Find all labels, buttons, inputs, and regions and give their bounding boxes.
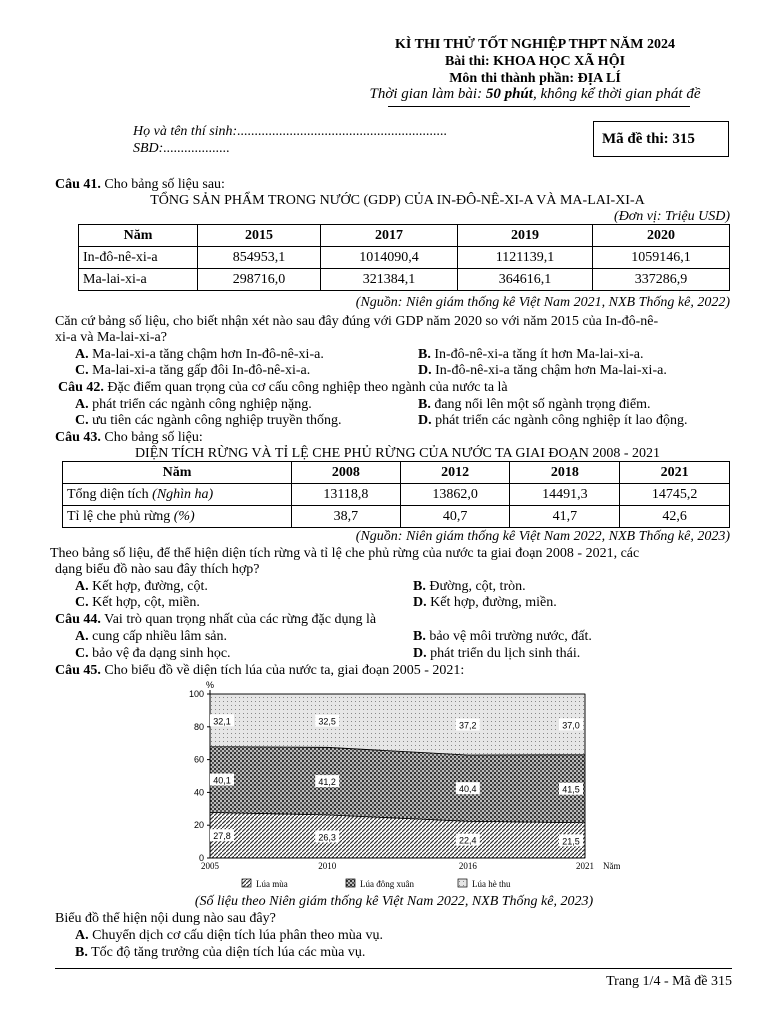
time-limit — [300, 86, 768, 103]
option-letter: B. — [75, 945, 88, 960]
y-tick-label: 60 — [193, 754, 204, 765]
header-divider — [388, 106, 690, 107]
row-label: Ma-lai-xi-a — [79, 269, 198, 291]
table-cell: 321384,1 — [321, 269, 458, 291]
y-tick-label: 0 — [198, 853, 204, 863]
header-cell: Năm — [63, 462, 292, 484]
q41-question-line1: Căn cứ bảng số liệu, cho biết nhận xét nào sau đây đúng với GDP năm 2020 so với năm 2015 của In-đô-nê- — [55, 314, 659, 329]
time-prefix: Thời gian làm bài: — [369, 86, 486, 102]
data-label: 27,8 — [213, 831, 231, 842]
row-label-text: Tỉ lệ che phủ rừng — [67, 508, 174, 524]
data-label: 41,5 — [562, 784, 580, 795]
q41-option-b[interactable] — [418, 346, 644, 363]
option-text: ưu tiên các ngành công nghiệp truyền thống. — [88, 413, 342, 428]
option-text: phát triển du lịch sinh thái. — [426, 646, 581, 661]
option-letter: A. — [75, 397, 89, 412]
header-cell: 2018 — [510, 462, 620, 484]
option-text: phát triển các ngành công nghiệp ít lao động. — [431, 413, 688, 428]
option-text: Kết hợp, đường, miền. — [426, 595, 557, 610]
q41-intro — [55, 176, 225, 193]
area-lúa-hè-thu — [210, 694, 585, 755]
q42-option-b[interactable] — [418, 396, 651, 413]
option-text: Tốc độ tăng trưởng của diện tích lúa các mùa vụ. — [87, 945, 366, 960]
q43-option-b[interactable] — [413, 578, 526, 595]
q43-table-title: DIỆN TÍCH RỪNG VÀ TỈ LỆ CHE PHỦ RỪNG CỦA NƯỚC TA GIAI ĐOẠN 2008 - 2021 — [134, 446, 661, 461]
area-lúa-đông-xuân — [210, 747, 585, 823]
option-text: Ma-lai-xi-a tăng chậm hơn In-đô-nê-xi-a. — [88, 347, 324, 362]
header-cell: 2012 — [400, 462, 510, 484]
y-tick-label: 40 — [193, 787, 204, 798]
chart-legend — [242, 879, 511, 889]
option-text: cung cấp nhiều lâm sản. — [88, 629, 228, 644]
option-letter: A. — [75, 579, 89, 594]
q41-option-c[interactable] — [75, 362, 310, 379]
y-tick-label: 20 — [193, 820, 204, 831]
q43-option-d[interactable] — [413, 594, 557, 611]
header-cell: 2015 — [198, 225, 321, 247]
q44-question — [55, 611, 376, 628]
table-cell: 42,6 — [620, 506, 730, 528]
option-letter: B. — [418, 397, 431, 412]
data-label: 26,3 — [318, 832, 336, 843]
option-letter: C. — [75, 363, 89, 378]
data-label: 40,1 — [213, 775, 231, 786]
q44-option-b[interactable] — [413, 628, 592, 645]
q45-question — [55, 662, 464, 679]
option-letter: C. — [75, 595, 89, 610]
q43-intro — [55, 429, 203, 446]
option-text: bảo vệ đa dạng sinh học. — [88, 646, 231, 661]
q42-number: Câu 42. — [58, 380, 104, 395]
q44-text: Vai trò quan trọng nhất của các rừng đặc dụng là — [100, 612, 377, 627]
x-tick-label: 2005 — [201, 861, 219, 871]
data-label: 32,5 — [318, 716, 336, 727]
option-text: In-đô-nê-xi-a tăng ít hơn Ma-lai-xi-a. — [430, 347, 644, 362]
q45-question-text: Biểu đồ thể hiện nội dung nào sau đây? — [55, 911, 276, 926]
table-row — [63, 506, 730, 528]
q42-option-a[interactable] — [75, 396, 312, 413]
table-cell: 13862,0 — [400, 484, 510, 506]
q43-source: (Nguồn: Niên giám thống kê Việt Nam 2022, NXB Thống kê, 2023) — [355, 529, 730, 544]
q45-source: (Số liệu theo Niên giám thống kê Việt Nam 2022, NXB Thống kê, 2023) — [194, 894, 594, 909]
data-label: 41,2 — [318, 777, 336, 788]
option-text: Chuyển dịch cơ cấu diện tích lúa phân theo mùa vụ. — [88, 928, 383, 943]
q41-unit: (Đơn vị: Triệu USD) — [614, 209, 730, 224]
x-unit-label: Năm — [603, 861, 620, 871]
legend-label: Lúa hè thu — [472, 879, 511, 889]
table-row — [79, 247, 730, 269]
data-label: 40,4 — [459, 784, 477, 795]
option-letter: D. — [413, 595, 427, 610]
y-tick-label: 80 — [193, 721, 204, 732]
q45-text: Cho biểu đồ về diện tích lúa của nước ta, giai đoạn 2005 - 2021: — [100, 663, 465, 678]
option-text: phát triển các ngành công nghiệp nặng. — [88, 397, 312, 412]
q41-number: Câu 41. — [55, 177, 101, 192]
legend-label: Lúa đông xuân — [360, 879, 414, 889]
data-label: 21,5 — [562, 836, 580, 847]
option-letter: D. — [418, 413, 432, 428]
x-tick-label: 2010 — [318, 861, 337, 871]
page-footer: Trang 1/4 - Mã đề 315 — [606, 974, 732, 989]
option-letter: D. — [413, 646, 427, 661]
data-label: 22,4 — [459, 835, 477, 846]
table-cell: 298716,0 — [198, 269, 321, 291]
q41-gdp-table — [78, 224, 730, 291]
option-letter: B. — [413, 579, 426, 594]
subject: Môn thi thành phần: ĐỊA LÍ — [449, 71, 621, 86]
option-letter: B. — [418, 347, 431, 362]
legend-swatch — [458, 879, 467, 887]
option-letter: D. — [418, 363, 432, 378]
data-label: 37,0 — [562, 720, 580, 731]
x-tick-label: 2021 — [576, 861, 594, 871]
table-cell: 337286,9 — [592, 269, 729, 291]
table-row — [63, 484, 730, 506]
table-cell: 1014090,4 — [321, 247, 458, 269]
chart-areas — [210, 694, 585, 858]
q42-option-c[interactable] — [75, 412, 342, 429]
table-cell: 41,7 — [510, 506, 620, 528]
sbd-field: SBD:................... — [133, 141, 230, 156]
legend-label: Lúa mùa — [256, 879, 288, 889]
q41-table-title: TỔNG SẢN PHẨM TRONG NƯỚC (GDP) CỦA IN-ĐÔ-NÊ-XI-A VÀ MA-LAI-XI-A — [150, 193, 645, 208]
option-letter: C. — [75, 413, 89, 428]
option-letter: A. — [75, 928, 89, 943]
option-text: Ma-lai-xi-a tăng gấp đôi In-đô-nê-xi-a. — [88, 363, 311, 378]
option-text: Kết hợp, đường, cột. — [88, 579, 208, 594]
q44-option-d[interactable] — [413, 645, 580, 662]
q44-option-c[interactable] — [75, 645, 231, 662]
option-text: In-đô-nê-xi-a tăng chậm hơn Ma-lai-xi-a. — [431, 363, 667, 378]
y-unit-label: % — [206, 680, 215, 690]
row-unit: (Nghìn ha) — [152, 486, 214, 502]
q42-question — [58, 379, 508, 396]
time-suffix: , không kể thời gian phát đề — [532, 86, 701, 102]
row-label: In-đô-nê-xi-a — [79, 247, 198, 269]
subject-group: Bài thi: KHOA HỌC XÃ HỘI — [444, 54, 626, 69]
table-cell: 1059146,1 — [592, 247, 729, 269]
q42-option-d[interactable] — [418, 412, 687, 429]
q41-option-d[interactable] — [418, 362, 667, 379]
table-cell: 14745,2 — [620, 484, 730, 506]
option-letter: A. — [75, 347, 89, 362]
rice-area-chart — [170, 680, 620, 895]
time-value: 50 phút — [485, 86, 533, 102]
row-label-text: Tổng diện tích — [67, 486, 153, 502]
q41-option-a[interactable] — [75, 346, 324, 363]
x-tick-label: 2016 — [458, 861, 477, 871]
q45-option-a[interactable] — [75, 927, 383, 944]
data-label: 37,2 — [459, 720, 477, 731]
header-cell: 2019 — [458, 225, 593, 247]
q44-number: Câu 44. — [55, 612, 101, 627]
option-letter: C. — [75, 646, 89, 661]
exam-code-box: Mã đề thi: 315 — [593, 121, 729, 157]
q41-question-line2: xi-a và Ma-lai-xi-a? — [55, 330, 167, 345]
option-text: bảo vệ môi trường nước, đất. — [425, 629, 592, 644]
table-header-row — [79, 225, 730, 247]
table-header-row — [63, 462, 730, 484]
row-label — [63, 506, 292, 528]
q43-number: Câu 43. — [55, 430, 101, 445]
header-cell: Năm — [79, 225, 198, 247]
header-cell: 2017 — [321, 225, 458, 247]
q45-number: Câu 45. — [55, 663, 101, 678]
table-row — [79, 269, 730, 291]
table-cell: 364616,1 — [458, 269, 593, 291]
header-cell: 2020 — [592, 225, 729, 247]
name-field: Họ và tên thí sinh:............................................................ — [133, 124, 448, 139]
q41-source: (Nguồn: Niên giám thống kê Việt Nam 2021, NXB Thống kê, 2022) — [355, 295, 730, 310]
q43-forest-table — [62, 461, 730, 528]
q43-question-line1: Theo bảng số liệu, để thể hiện diện tích rừng và tỉ lệ che phủ rừng của nước ta giai đoạn 2008 - 2021, các — [50, 546, 640, 561]
q44-option-a[interactable] — [75, 628, 227, 645]
row-unit: (%) — [173, 508, 195, 524]
header-cell: 2021 — [620, 462, 730, 484]
y-tick-label: 100 — [188, 689, 204, 699]
option-text: Kết hợp, cột, miền. — [88, 595, 200, 610]
q41-intro-text: Cho bảng số liệu sau: — [100, 177, 225, 192]
table-cell: 854953,1 — [198, 247, 321, 269]
q45-option-b[interactable] — [75, 944, 365, 961]
data-label: 32,1 — [213, 716, 231, 727]
header-cell: 2008 — [292, 462, 401, 484]
footer-divider — [55, 968, 732, 969]
q43-intro-text: Cho bảng số liệu: — [100, 430, 203, 445]
legend-swatch — [242, 879, 251, 887]
q43-option-c[interactable] — [75, 594, 200, 611]
option-text: Đường, cột, tròn. — [425, 579, 526, 594]
option-text: đang nổi lên một số ngành trọng điểm. — [430, 397, 651, 412]
table-cell: 38,7 — [292, 506, 401, 528]
q43-question-line2: dạng biểu đồ nào sau đây thích hợp? — [55, 562, 260, 577]
table-cell: 40,7 — [400, 506, 510, 528]
table-cell: 1121139,1 — [458, 247, 593, 269]
exam-title: KÌ THI THỬ TỐT NGHIỆP THPT NĂM 2024 — [395, 37, 675, 52]
q43-option-a[interactable] — [75, 578, 208, 595]
option-letter: A. — [75, 629, 89, 644]
q42-text: Đặc điểm quan trọng của cơ cấu công nghiệp theo ngành của nước ta là — [103, 380, 508, 395]
legend-swatch — [346, 879, 355, 887]
table-cell: 13118,8 — [292, 484, 401, 506]
option-letter: B. — [413, 629, 426, 644]
row-label — [63, 484, 292, 506]
table-cell: 14491,3 — [510, 484, 620, 506]
